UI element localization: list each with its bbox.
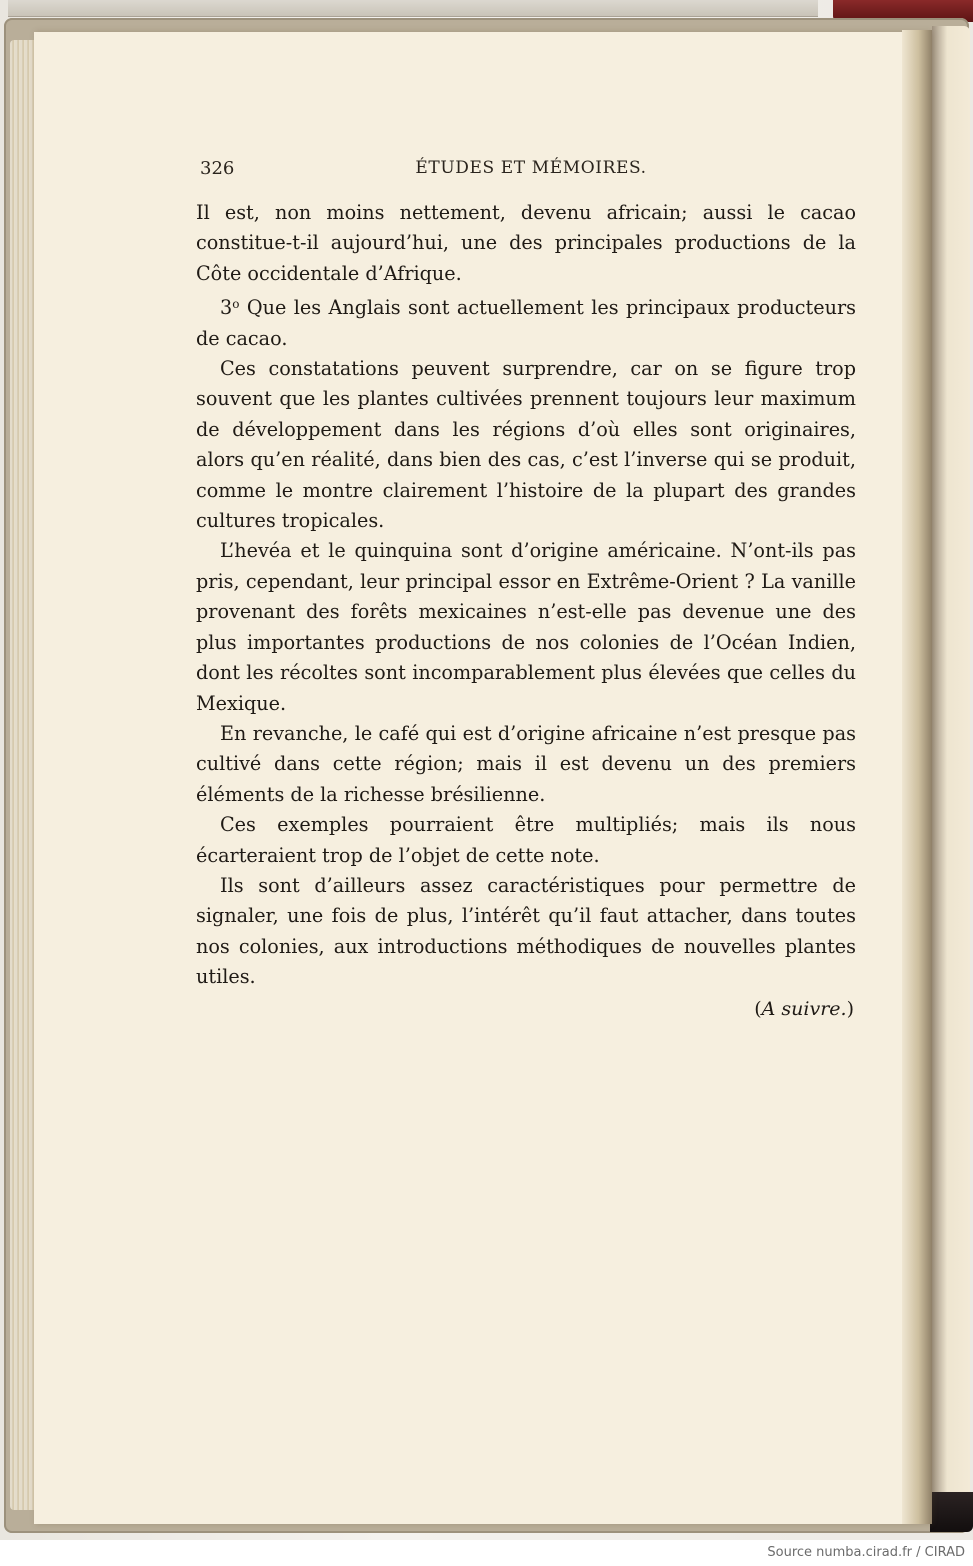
to-be-continued (704, 998, 854, 1020)
page-gutter (902, 30, 932, 1524)
paragraph: En revanche, le café qui est d’origine africaine n’est presque pas cultivé dans cette région; mais il est devenu un des premiers éléments de la richesse brésilienne. (196, 721, 856, 806)
paragraph: Ils sont d’ailleurs assez caractéristiques pour permettre de signaler, une fois de plus, l’intérêt qu’il faut attacher, dans toutes nos colonies, aux introductions méthodiques de nouvelles plantes utiles. (196, 873, 856, 989)
paragraph: L’hevéa et le quinquina sont d’origine américaine. N’ont-ils pas pris, cependant, leur principal essor en Extrême-Orient ? La vanille provenant des forêts mexicaines n’est-elle pas devenue une des plus importantes productions de nos colonies de l’Océan Indien, dont les récoltes sont incomparablement plus élevées que celles du Mexique. (196, 539, 856, 715)
paragraph: Ces exemples pourraient être multipliés; mais ils nous écarteraient trop de l’objet de cette note. (196, 813, 856, 867)
paragraph-numbered (196, 289, 856, 354)
running-title: ÉTUDES ET MÉMOIRES. (415, 158, 647, 178)
body-text (196, 198, 856, 993)
book-top-edge (8, 0, 818, 17)
list-number-superscript: o (232, 297, 240, 312)
continuation-text: A suivre. (761, 998, 847, 1020)
paragraph: Il est, non moins nettement, devenu africain; aussi le cacao constitue-t-il aujourd’hui, une des principales productions de la Côte occidentale d’Afrique. (196, 201, 856, 285)
source-credit: Source numba.cirad.fr / CIRAD (767, 1545, 965, 1560)
page-number: 326 (200, 158, 235, 179)
paragraph: Ces constatations peuvent surprendre, car on se figure trop souvent que les plantes cultivées prennent toujours leur maximum de développement dans les régions d’où elles sont originaires, alors qu’en réalité, dans bien des cas, c’est l’inverse qui se produit, comme le montre clairement l’histoire de la plupart des grandes cultures tropicales. (196, 357, 856, 533)
dark-corner (930, 1492, 973, 1532)
continuation-close: ) (846, 998, 854, 1020)
page-stack-edge (10, 40, 36, 1510)
paragraph-text: Que les Anglais sont actuellement les principaux producteurs de cacao. (196, 296, 856, 350)
facing-page-edge (932, 26, 970, 1526)
continuation-open: ( (754, 998, 762, 1020)
running-head (200, 158, 856, 184)
list-number: 3 (220, 296, 233, 320)
